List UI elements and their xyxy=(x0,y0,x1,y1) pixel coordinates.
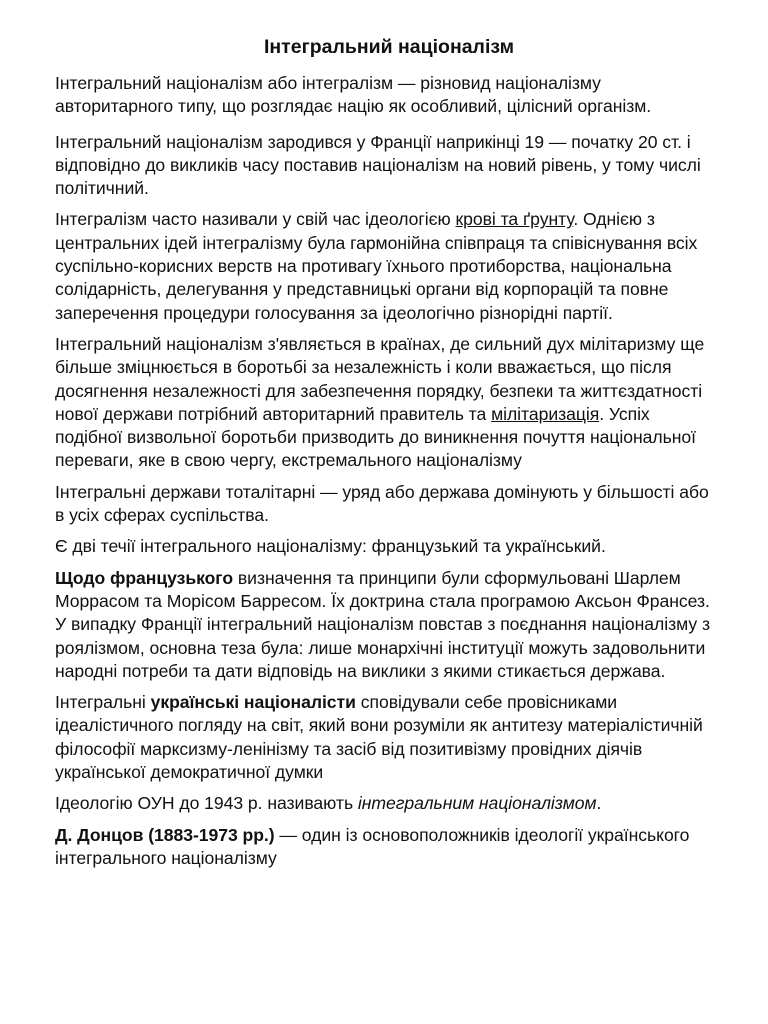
paragraph-text: Інтегралізм часто називали у свій час ідеологією xyxy=(55,209,456,230)
bold-dontsov-name: Д. Донцов (1883-1973 рр.) xyxy=(55,824,275,845)
page-title: Інтегральний націоналізм xyxy=(263,36,514,58)
paragraph-text: Інтегральний націоналізм з'являється в країнах, де сильний дух мілітаризму ще більше зміцнюється в боротьбі за незалежність і коли вважається, що після досягнення незалежності для забезпечення порядку, безпеки та життєздатності нової держави потрібний авторитарний правитель та xyxy=(55,333,705,424)
paragraph-text: сповідували себе провісниками ідеалістичного погляду на світ, який вони розуміли як антитезу матеріалістичній філософії марксизму-ленінізму та засіб від позитивізму провідних діячів української демократичної думки xyxy=(55,692,703,783)
paragraph-two-currents: Є дві течії інтегрального націоналізму: французький та український. xyxy=(55,536,606,557)
paragraph-text: . xyxy=(596,793,602,814)
paragraph-text: — один із основоположників ідеології українського інтегрального націоналізму xyxy=(55,824,690,868)
paragraph-oun xyxy=(55,792,715,815)
paragraph-text: . Успіх подібної визвольної боротьби призводить до виникнення почуття національної переваги, яке в свою чергу, екстремального націоналізму xyxy=(55,403,696,471)
paragraph-text: Ідеологію ОУН до 1943 р. називають xyxy=(55,793,358,814)
bold-heading-french: Щодо французького xyxy=(55,567,234,588)
paragraph-ukrainian xyxy=(55,691,715,784)
paragraph-text: . Однією з центральних ідей інтегралізму була гармонійна співпраця та співіснування всіх суспільно-корисних верств на противагу їхнього протиборства, національна солідарність, делегування у представницькі органи від корпорацій та повне заперечення процедури голосування за ідеологічно різнорідні партії. xyxy=(55,209,698,323)
italic-term: інтегральним націоналізмом xyxy=(357,793,597,814)
paragraph-french xyxy=(55,567,715,683)
paragraph-totalitarian: Інтегральні держави тоталітарні — уряд або держава домінують у більшості або в усіх сферах суспільства. xyxy=(55,481,709,526)
link-blood-and-soil[interactable]: крові та ґрунту xyxy=(455,209,574,230)
bold-ukrainian-nationalists: українські націоналісти xyxy=(150,692,356,713)
paragraph-text: визначення та принципи були сформульовані Шарлем Моррасом та Морісом Барресом. Їх доктрина стала програмою Аксьон Франсез. У випадку Франції інтегральний націоналізм повстав з поєднання націоналізму з роялізмом, основна теза була: лише монархічні інституції можуть задовольнити народні потреби та дати відповідь на виклики з якими стикається держава. xyxy=(55,567,710,681)
paragraph-integralism xyxy=(55,208,715,324)
paragraph-militarism xyxy=(55,333,715,473)
paragraph-origin: Інтегральний націоналізм зародився у Франції наприкінці 19 — початку 20 ст. і відповідно до викликів часу поставив націоналізм на новий рівень, у тому числі політичний. xyxy=(55,131,701,199)
paragraph-dontsov xyxy=(55,824,715,871)
paragraph-definition: Інтегральний націоналізм або інтегралізм — різновид націоналізму авторитарного типу, що розглядає націю як особливий, цілісний організм. xyxy=(55,73,652,117)
link-militarization[interactable]: мілітаризація xyxy=(491,403,600,424)
document-page xyxy=(55,34,715,878)
paragraph-text: Інтегральні xyxy=(55,692,151,713)
